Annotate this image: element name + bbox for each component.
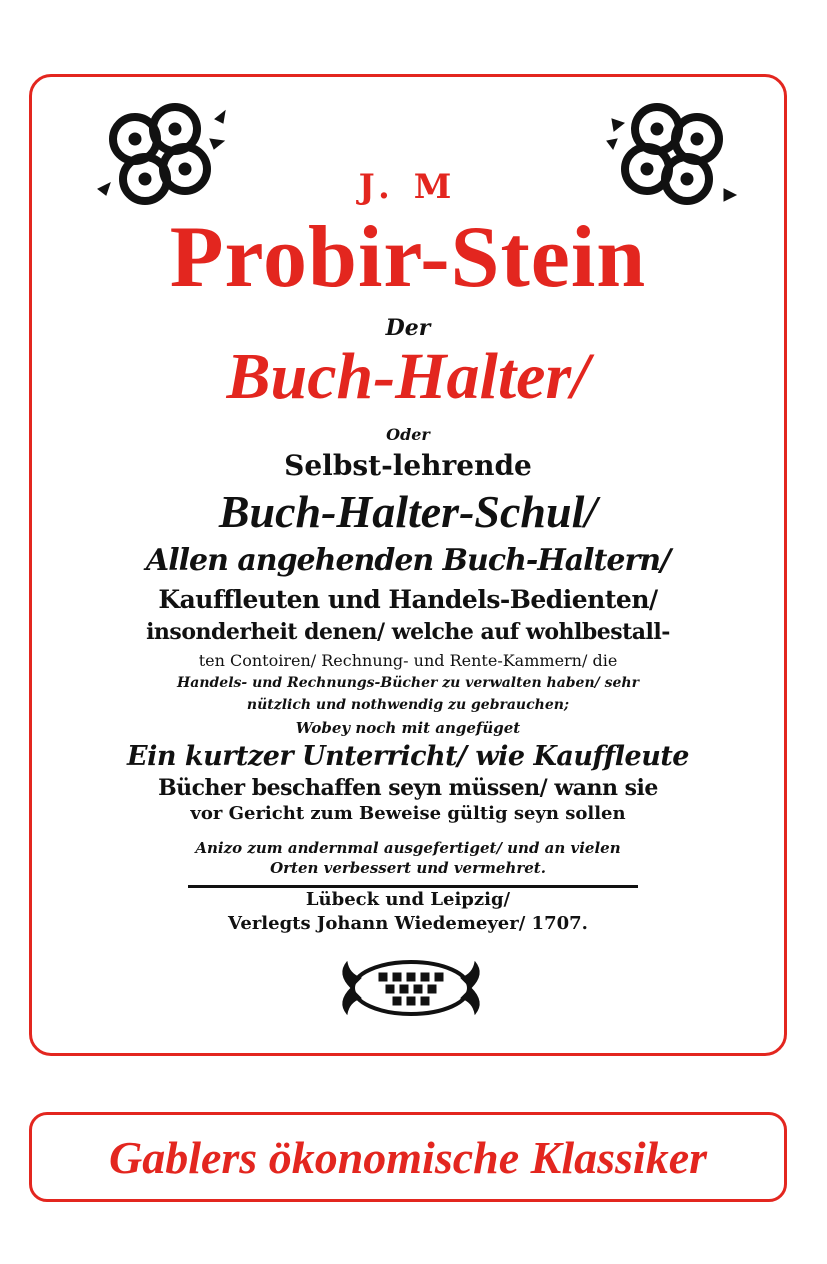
subtitle-line: Selbst-lehrende	[284, 449, 532, 482]
text-line: Wobey noch mit angefüget	[295, 719, 521, 737]
conjunction-oder: Oder	[386, 425, 430, 444]
vignette-ornament-icon	[331, 953, 491, 1023]
text-line: vor Gericht zum Beweise gültig seyn sollen	[190, 803, 626, 824]
title-page-frame	[29, 74, 787, 1056]
article-der: Der	[385, 315, 431, 341]
text-line: Allen angehenden Buch-Haltern/	[145, 543, 671, 578]
text-line: nützlich und nothwendig zu gebrauchen;	[246, 697, 570, 713]
series-title: Gablers ökonomische Klassiker	[108, 1131, 708, 1183]
text-line: ten Contoiren/ Rechnung- und Rente-Kammern/ die	[198, 651, 618, 670]
text-line: Bücher beschaffen seyn müssen/ wann sie	[158, 775, 658, 801]
subtitle-heading: Buch-Halter-Schul/	[218, 486, 598, 537]
divider-rule	[188, 885, 638, 888]
text-line: Ein kurtzer Unterricht/ wie Kauffleute	[127, 741, 689, 772]
author-initials: J. M	[358, 167, 458, 207]
edition-note: Anizo zum andernmal ausgefertiget/ und an vielen	[195, 839, 621, 857]
imprint-publisher: Verlegts Johann Wiedemeyer/ 1707.	[228, 913, 588, 934]
edition-note: Orten verbessert und vermehret.	[270, 859, 546, 877]
text-line: insonderheit denen/ welche auf wohlbestall-	[146, 619, 670, 645]
text-line: Handels- und Rechnungs-Bücher zu verwalten haben/ sehr	[177, 675, 639, 691]
main-title: Probir-Stein	[169, 209, 647, 306]
text-line: Kauffleuten und Handels-Bedienten/	[158, 585, 658, 614]
series-banner	[29, 1112, 787, 1202]
imprint-place: Lübeck und Leipzig/	[305, 889, 511, 910]
secondary-title: Buch-Halter/	[226, 340, 590, 413]
